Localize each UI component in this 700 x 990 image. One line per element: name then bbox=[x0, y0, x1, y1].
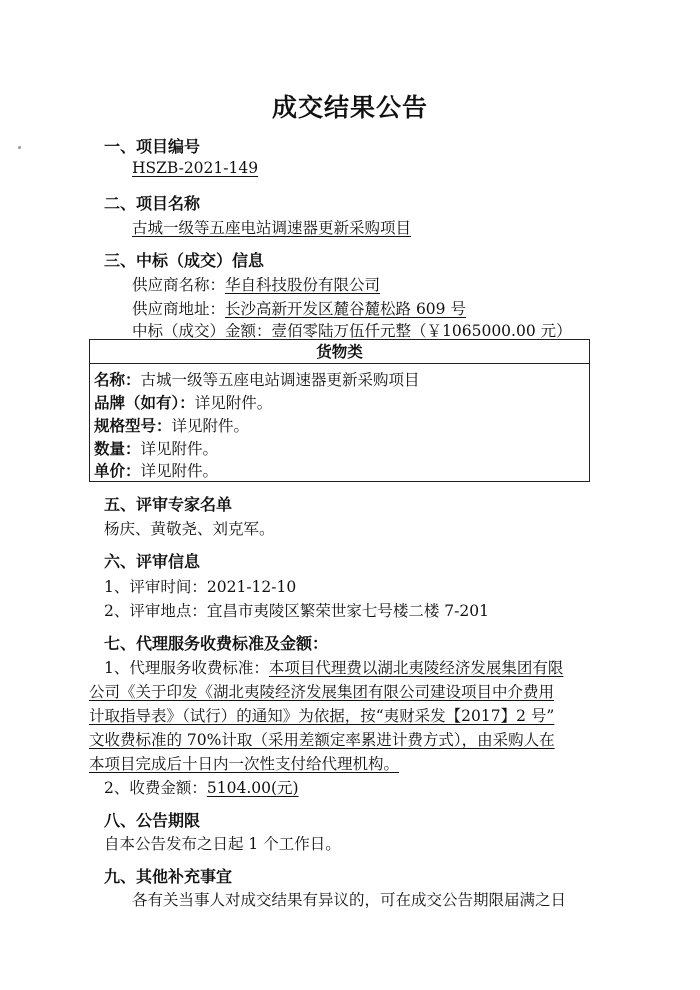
section-award-info-heading: 三、中标（成交）信息 bbox=[104, 251, 265, 270]
goods-spec-value: 详见附件。 bbox=[171, 417, 250, 435]
supplier-name-value: 华自科技股份有限公司 bbox=[225, 276, 381, 294]
section-other-matters-heading: 九、其他补充事宜 bbox=[104, 867, 233, 886]
supplier-address-label: 供应商地址： bbox=[132, 300, 226, 318]
award-amount-label: 中标（成交）金额： bbox=[132, 322, 272, 340]
review-place-value: 宜昌市夷陵区繁荣世家七号楼二楼 7-201 bbox=[206, 602, 489, 620]
goods-quantity-label: 数量： bbox=[94, 439, 141, 458]
fee-standard-line-1 bbox=[104, 656, 563, 678]
page-title: 成交结果公告 bbox=[271, 93, 428, 122]
goods-unit-price-label: 单价： bbox=[94, 461, 141, 480]
goods-row-name bbox=[94, 368, 420, 390]
review-place-label: 2、评审地点： bbox=[104, 602, 207, 620]
fee-standard-text-1: 本项目代理费以湖北夷陵经济发展集团有限 bbox=[268, 659, 564, 677]
notice-period-value: 自本公告发布之日起 1 个工作日。 bbox=[104, 835, 341, 853]
fee-standard-label: 1、代理服务收费标准： bbox=[104, 659, 269, 677]
award-amount-value: 壹佰零陆万伍仟元整（￥1065000.00 元） bbox=[271, 322, 572, 340]
goods-name-value: 古城一级等五座电站调速器更新采购项目 bbox=[140, 371, 420, 389]
goods-quantity-value: 详见附件。 bbox=[140, 440, 219, 458]
fee-standard-text-2: 公司《关于印发《湖北夷陵经济发展集团有限公司建设项目中介费用 bbox=[89, 683, 555, 701]
section-project-name-heading: 二、项目名称 bbox=[104, 194, 201, 213]
section-review-heading: 六、评审信息 bbox=[104, 552, 201, 571]
supplier-name-label: 供应商名称： bbox=[132, 276, 226, 294]
goods-brand-value: 详见附件。 bbox=[194, 394, 273, 412]
project-name-value: 古城一级等五座电站调速器更新采购项目 bbox=[132, 219, 412, 237]
review-time-value: 2021-12-10 bbox=[206, 578, 297, 596]
goods-table-header: 货物类 bbox=[90, 340, 589, 364]
fee-standard-text-3: 计取指导表》（试行）的通知》为依据，按“夷财采发【2017】2 号” bbox=[89, 707, 555, 725]
goods-row-unit-price bbox=[94, 459, 218, 481]
experts-value: 杨庆、黄敬尧、刘克军。 bbox=[104, 520, 275, 538]
goods-spec-label: 规格型号： bbox=[94, 416, 172, 435]
review-time-label: 1、评审时间： bbox=[104, 578, 207, 596]
goods-row-spec bbox=[94, 414, 249, 436]
section-project-number-heading: 一、项目编号 bbox=[104, 137, 201, 156]
goods-name-label: 名称： bbox=[94, 370, 141, 389]
fee-amount-line bbox=[104, 776, 299, 798]
project-number-value: HSZB-2021-149 bbox=[132, 159, 259, 177]
goods-table bbox=[89, 339, 590, 482]
review-time-line bbox=[104, 575, 296, 597]
section-experts-heading: 五、评审专家名单 bbox=[104, 495, 233, 514]
fee-standard-text-4: 文收费标准的 70%计取（采用差额定率累进计费方式），由采购人在 bbox=[89, 731, 555, 749]
fee-amount-label: 2、收费金额： bbox=[104, 779, 207, 797]
goods-unit-price-value: 详见附件。 bbox=[140, 462, 219, 480]
award-amount-line bbox=[132, 319, 572, 341]
review-place-line bbox=[104, 599, 489, 621]
fee-amount-value: 5104.00(元) bbox=[206, 779, 299, 797]
scan-dot bbox=[18, 146, 21, 149]
fee-standard-text-5: 本项目完成后十日内一次性支付给代理机构。 bbox=[89, 755, 400, 773]
supplier-address-value: 长沙高新开发区麓谷麓松路 609 号 bbox=[225, 300, 466, 318]
goods-row-quantity bbox=[94, 437, 218, 459]
section-notice-period-heading: 八、公告期限 bbox=[104, 811, 201, 830]
other-matters-value: 各有关当事人对成交结果有异议的，可在成交公告期限届满之日 bbox=[132, 891, 567, 909]
goods-row-brand bbox=[94, 391, 272, 413]
supplier-name-line bbox=[132, 273, 380, 295]
supplier-address-line bbox=[132, 297, 466, 319]
goods-brand-label: 品牌（如有）： bbox=[94, 393, 195, 412]
section-agency-fee-heading: 七、代理服务收费标准及金额： bbox=[104, 634, 329, 653]
